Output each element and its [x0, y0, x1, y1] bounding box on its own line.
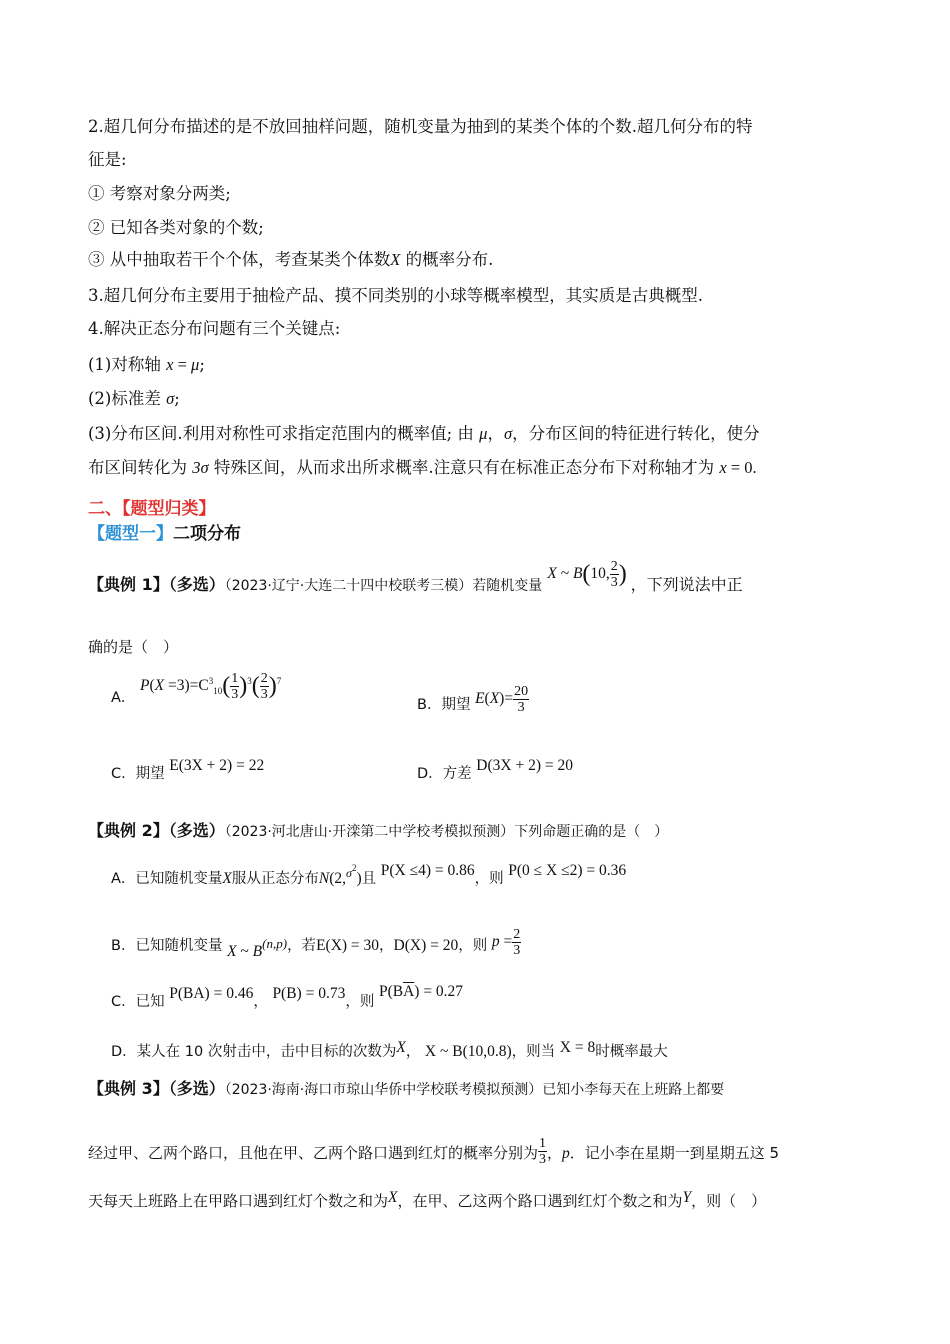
example-2-header: 【典例 2】（多选）（2023·河北唐山·开滦第二中学校考模拟预测）下列命题正确的是（ ）: [88, 821, 669, 840]
text-line-6: 3.超几何分布主要用于抽检产品、摸不同类别的小球等概率模型，其实质是古典概型.: [88, 286, 703, 305]
text-line-4: ② 已知各类对象的个数;: [88, 218, 264, 237]
text-line-2: 征是:: [88, 150, 127, 169]
ex2-option-a: A．已知随机变量X服从正态分布N(2,$^{\sigma 2}$)且 P(X ≤4) = 0.86，则 P(0 ≤ X ≤2) = 0.36: [111, 862, 627, 887]
text-line-7: 4.解决正态分布问题有三个关键点:: [88, 319, 341, 338]
ex1-option-c: C．期望 E(3X + 2) = 22: [111, 757, 265, 782]
example-3-line-2: 经过甲、乙两个路口，且他在甲、乙两个路口遇到红灯的概率分别为 $\frac{1}{3}$ ，p．记小李在星期一到星期五这 5: [88, 1136, 780, 1167]
binomial-expr: X ~ B(10, $\frac{2}{3}$ ): [547, 559, 627, 590]
ex1-option-a: A． $P(X =3)=C^3_{10}$( $\frac{1}{3}$ )$^3$( $\frac{2}{3}$ )$^7$: [111, 671, 282, 707]
text-line-8: (1)对称轴 x = μ;: [88, 355, 205, 374]
ex2-option-b: B．已知随机变量 X ~ B(n,p)，若E(X) = 30，D(X) = 20，则 p = $\frac{2}{3}$: [111, 927, 521, 961]
type-heading: 【题型一】二项分布: [88, 524, 241, 544]
text-line-10: (3)分布区间.利用对称性可求指定范围内的概率值; 由 μ，σ，分布区间的特征进行转化，使分: [88, 424, 760, 443]
ex2-option-c: C．已知 P(BA) = 0.46， P(B) = 0.73，则 $P(B\overline{A}) = 0.27$: [111, 983, 464, 1010]
example-1-line-2: 确的是（ ）: [88, 638, 179, 656]
text-line-9: (2)标准差 σ;: [88, 389, 180, 408]
example-3-line-3: 天每天上班路上在甲路口遇到红灯个数之和为X，在甲、乙这两个路口遇到红灯个数之和为Y，则（ ）: [88, 1189, 767, 1210]
ex1-option-d: D．方差 D(3X + 2) = 20: [417, 757, 573, 782]
ex2-option-d: D．某人在 10 次射击中，击中目标的次数为X， X ~ B(10,0.8)，则当 X = 8时概率最大: [111, 1039, 668, 1060]
text-line-11: 布区间转化为 3σ 特殊区间，从而求出所求概率.注意只有在标准正态分布下对称轴才为 x = 0.: [88, 458, 757, 477]
text-line-3: ① 考察对象分两类;: [88, 184, 231, 203]
example-1-header: 【典例 1】（多选）（2023·辽宁·大连二十四中校联考三模）若随机变量 X ~ B(10, $\frac{2}{3}$ ) ，下列说法中正: [88, 559, 743, 595]
text-line-1: 2.超几何分布描述的是不放回抽样问题，随机变量为抽到的某类个体的个数.超几何分布的特: [88, 117, 753, 136]
example-3-header: 【典例 3】（多选）（2023·海南·海口市琼山华侨中学校联考模拟预测）已知小李每天在上班路上都要: [88, 1079, 725, 1098]
section-heading: 二、【题型归类】: [88, 499, 216, 519]
ex1-option-b: B．期望 E(X)= $\frac{20}{3}$: [417, 684, 529, 715]
text-line-5: ③ 从中抽取若干个个体，考查某类个体数X 的概率分布.: [88, 250, 494, 269]
